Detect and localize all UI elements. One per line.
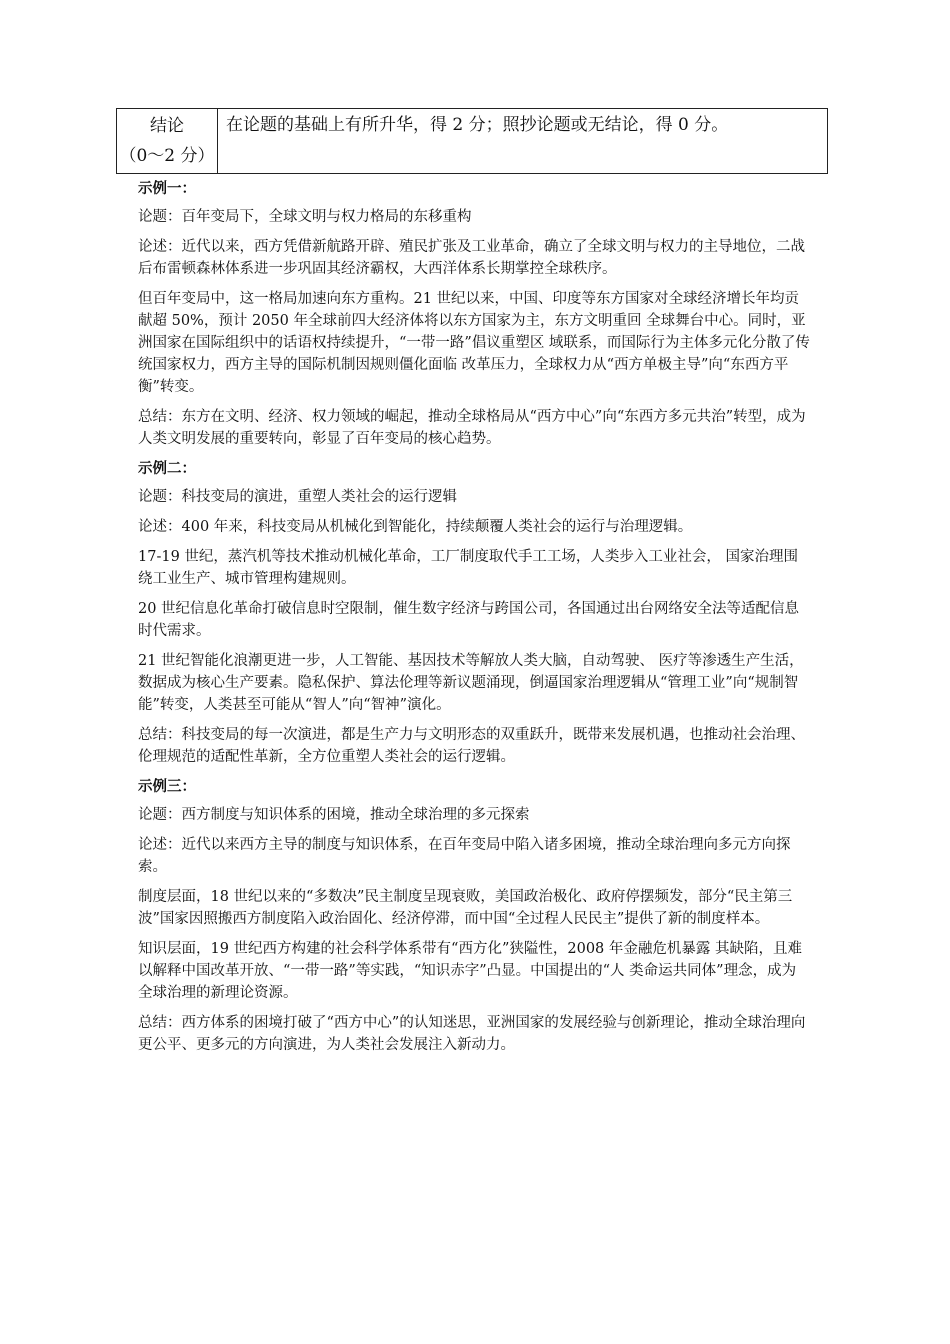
example-paragraph: 17-19 世纪，蒸汽机等技术推动机械化革命，工厂制度取代手工工场，人类步入工业社会， 国家治理围绕工业生产、城市管理构建规则。 (138, 549, 799, 587)
examples-content (138, 178, 810, 1064)
example-paragraph: 制度层面，18 世纪以来的“多数决”民主制度呈现衰败，美国政治极化、政府停摆频发，部分“民主第三波”国家因照搬西方制度陷入政治固化、经济停滞，而中国“全过程人民民主”提供了新的制度样本。 (138, 889, 793, 927)
example-heading: 示例一： (138, 181, 196, 197)
example-heading: 示例二： (138, 461, 196, 477)
example-paragraph: 论述：400 年来，科技变局从机械化到智能化，持续颠覆人类社会的运行与治理逻辑。 (138, 519, 693, 535)
example-section (138, 776, 810, 1056)
example-paragraph: 论题：科技变局的演进，重塑人类社会的运行逻辑 (138, 489, 457, 505)
example-paragraph: 论述：近代以来西方主导的制度与知识体系，在百年变局中陷入诸多困境，推动全球治理向多元方向探索。 (138, 837, 791, 875)
example-paragraph: 20 世纪信息化革命打破信息时空限制，催生数字经济与跨国公司，各国通过出台网络安全法等适配信息时代需求。 (138, 601, 800, 639)
example-section (138, 178, 810, 450)
example-section (138, 458, 810, 768)
criterion-name: 结论 (150, 116, 184, 136)
criterion-label-cell (117, 109, 218, 173)
example-paragraph: 21 世纪智能化浪潮更进一步，人工智能、基因技术等解放人类大脑，自动驾驶、 医疗等渗透生产生活，数据成为核心生产要素。隐私保护、算法伦理等新议题涌现，倒逼国家治理逻辑从“管理工业”向“规制智能”转变，人类甚至可能从“智人”向“智神”演化。 (138, 653, 804, 713)
example-paragraph: 知识层面，19 世纪西方构建的社会科学体系带有“西方化”狭隘性，2008 年金融危机暴露 其缺陷，且难以解释中国改革开放、“一带一路”等实践，“知识赤字”凸显。中国提出的“人 类命运共同体”理念，成为全球治理的新理论资源。 (138, 941, 803, 1001)
example-paragraph: 总结：科技变局的每一次演进，都是生产力与文明形态的双重跃升，既带来发展机遇，也推动社会治理、伦理规范的适配性革新，全方位重塑人类社会的运行逻辑。 (138, 727, 805, 765)
example-paragraph: 论题：西方制度与知识体系的困境，推动全球治理的多元探索 (138, 807, 530, 823)
scoring-table-row (116, 108, 828, 174)
example-paragraph: 总结：西方体系的困境打破了“西方中心”的认知迷思，亚洲国家的发展经验与创新理论，推动全球治理向更公平、更多元的方向演进，为人类社会发展注入新动力。 (138, 1015, 806, 1053)
criterion-description: 在论题的基础上有所升华，得 2 分；照抄论题或无结论，得 0 分。 (226, 115, 729, 135)
example-paragraph: 但百年变局中，这一格局加速向东方重构。21 世纪以来，中国、印度等东方国家对全球经济增长年均贡献超 50%，预计 2050 年全球前四大经济体将以东方国家为主，东方文明重回 全球舞台中心。同时，亚洲国家在国际组织中的话语权持续提升，“一带一路”倡议重塑区 域联系，而国际行为主体多元化分散了传统国家权力，西方主导的国际机制因规则僵化面临 改革压力，全球权力从“西方单极主导”向“东西方平衡”转变。 (138, 291, 810, 395)
example-heading: 示例三： (138, 779, 196, 795)
example-paragraph: 总结：东方在文明、经济、权力领域的崛起，推动全球格局从“西方中心”向“东西方多元共治”转型，成为人类文明发展的重要转向，彰显了百年变局的核心趋势。 (138, 409, 806, 447)
criterion-score-range: （0～2 分） (119, 146, 215, 166)
example-paragraph: 论题：百年变局下，全球文明与权力格局的东移重构 (138, 209, 472, 225)
example-paragraph: 论述：近代以来，西方凭借新航路开辟、殖民扩张及工业革命，确立了全球文明与权力的主导地位，二战后布雷顿森林体系进一步巩固其经济霸权，大西洋体系长期掌控全球秩序。 (138, 239, 805, 277)
